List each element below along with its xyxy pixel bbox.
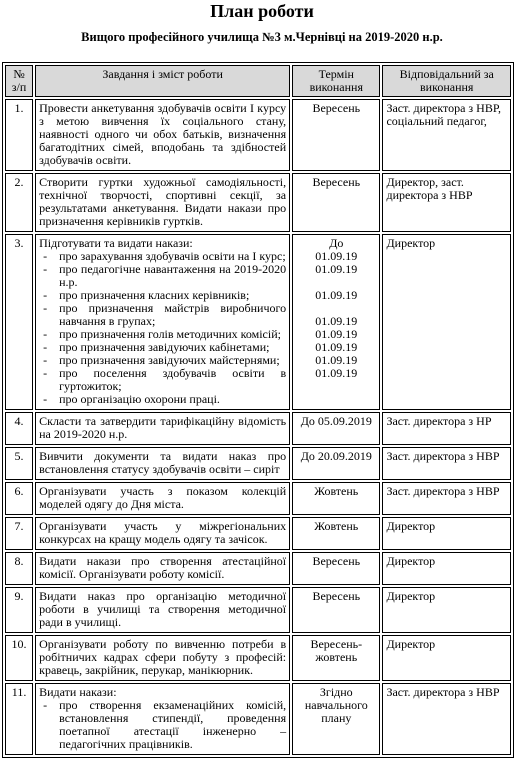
term-date: 01.09.19 — [315, 340, 358, 354]
list-item: - про поселення здобувачів освіти в гуртожиток; — [39, 367, 286, 393]
row-responsible: Директор — [382, 587, 511, 633]
row-number: 9. — [5, 587, 33, 633]
list-item: - про педагогічне навантаження на 2019-2020 н.р. — [39, 263, 286, 289]
table-row — [5, 99, 511, 171]
row-responsible: Заст. директора з НР — [382, 412, 511, 445]
list-item: - про призначення голів методичних комісій; — [39, 328, 286, 341]
row-number: 7. — [5, 517, 33, 550]
table-row — [5, 517, 511, 550]
row-responsible: Заст. директора з НВР, соціальний педагог, — [382, 99, 511, 171]
row-task: Провести анкетування здобувачів освіти I курсу з метою вивчення їх соціального стану, наявності одного чи обох батьків, визначення багатодітних сімей, вподобань та здібностей здобувачів освіти. — [35, 99, 290, 171]
row-responsible: Заст. директора з НВР — [382, 683, 511, 755]
row-task: Створити гуртки художньої самодіяльності, технічної творчості, спортивні секції, за результатами анкетування. Видати накази про призначення керівників гуртків. — [35, 173, 290, 232]
header-responsible: Відповідальний за виконання — [382, 65, 511, 97]
term-date: 01.09.19 — [315, 353, 358, 367]
row-task — [35, 234, 290, 410]
row-responsible: Директор — [382, 635, 511, 681]
table-row — [5, 635, 511, 681]
row-task: Скласти та затвердити тарифікаційну відомість на 2019-2020 н.р. — [35, 412, 290, 445]
row-responsible: Директор — [382, 517, 511, 550]
row-term: Вересень — [292, 99, 380, 171]
table-row — [5, 482, 511, 515]
table-row — [5, 447, 511, 480]
row-term: До 20.09.2019 — [292, 447, 380, 480]
page-subtitle: Вищого професійного училища №3 м.Чернівці на 2019-2020 н.р. — [81, 30, 443, 44]
row-term: Вересень-жовтень — [292, 635, 380, 681]
header-num: № з/п — [5, 65, 33, 97]
row-term: Жовтень — [292, 517, 380, 550]
row-term — [292, 234, 380, 410]
term-date: 01.09.19 — [315, 249, 358, 263]
header-task: Завдання і зміст роботи — [35, 65, 290, 97]
row-term: Вересень — [292, 552, 380, 585]
row-number: 5. — [5, 447, 33, 480]
list-item: - про призначення майстрів виробничого навчання в групах; — [39, 302, 286, 328]
row-term: Вересень — [292, 587, 380, 633]
row-term: До 05.09.2019 — [292, 412, 380, 445]
row-task: Організувати участь у міжрегіональних конкурсах на кращу модель одягу та зачісок. — [35, 517, 290, 550]
order-list — [39, 250, 286, 406]
row-number: 4. — [5, 412, 33, 445]
row-responsible: Заст. директора з НВР — [382, 482, 511, 515]
row-number: 10. — [5, 635, 33, 681]
row-number: 3. — [5, 234, 33, 410]
table-header-row — [5, 65, 511, 97]
row-term: Вересень — [292, 173, 380, 232]
row-term: Згідно навчального плану — [292, 683, 380, 755]
table-row — [5, 173, 511, 232]
term-label: До — [329, 236, 344, 250]
row-number: 8. — [5, 552, 33, 585]
list-item: - про організацію охорони праці. — [39, 393, 286, 406]
row-task: Організувати роботу по вивченню потреби в робітничих кадрах сфери побуту з професій: кравець, закрійник, перукар, манікюрник. — [35, 635, 290, 681]
table-row — [5, 234, 511, 410]
table-row — [5, 552, 511, 585]
task-intro: Видати накази: — [39, 685, 117, 699]
table-row — [5, 683, 511, 755]
list-item: - про призначення завідуючих кабінетами; — [39, 341, 286, 354]
list-item: - про призначення завідуючих майстернями; — [39, 354, 286, 367]
list-item: - про створення екзаменаційних комісій, встановлення стипендії, проведення поетапної атестації інженерно – педагогічних працівників. — [39, 699, 286, 751]
row-responsible: Директор — [382, 234, 511, 410]
order-list — [39, 699, 286, 751]
row-number: 6. — [5, 482, 33, 515]
term-date: 01.09.19 — [315, 314, 358, 328]
header-term: Термін виконання — [292, 65, 380, 97]
table-row — [5, 412, 511, 445]
page-title: План роботи — [210, 1, 314, 21]
row-responsible: Директор — [382, 552, 511, 585]
term-date: 01.09.19 — [315, 366, 358, 380]
term-date: 01.09.19 — [315, 327, 358, 341]
list-item: - про зарахування здобувачів освіти на I курс; — [39, 250, 286, 263]
list-item: - про призначення класних керівників; — [39, 289, 286, 302]
plan-table — [2, 62, 514, 758]
row-number: 2. — [5, 173, 33, 232]
row-task: Організувати участь з показом колекцій моделей одягу до Дня міста. — [35, 482, 290, 515]
row-task: Видати накази про створення атестаційної комісії. Організувати роботу комісії. — [35, 552, 290, 585]
table-row — [5, 587, 511, 633]
row-number: 11. — [5, 683, 33, 755]
row-task — [35, 683, 290, 755]
task-intro: Підготувати та видати накази: — [39, 236, 193, 250]
row-number: 1. — [5, 99, 33, 171]
row-responsible: Заст. директора з НВР — [382, 447, 511, 480]
term-date: 01.09.19 — [315, 288, 358, 302]
row-task: Вивчити документи та видати наказ про встановлення статусу здобувачів освіти – сиріт — [35, 447, 290, 480]
row-task: Видати наказ про організацію методичної роботи в училищі та створення методичної ради в училищі. — [35, 587, 290, 633]
term-date: 01.09.19 — [315, 262, 358, 276]
row-term: Жовтень — [292, 482, 380, 515]
row-responsible: Директор, заст. директора з НВР — [382, 173, 511, 232]
